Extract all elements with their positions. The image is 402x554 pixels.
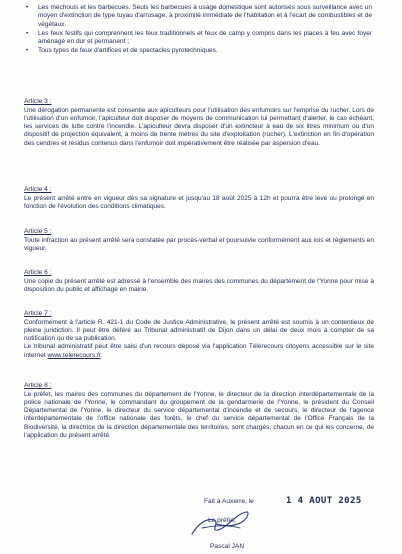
bullet-text: Les feux festifs qui comprennent les feux traditionnels et feux de camp y compris dans les places à feu avec foyer aménagé en dur et permanent ; <box>38 29 372 45</box>
telerecours-link[interactable]: www.telerecours.fr <box>47 351 101 359</box>
bullet-text: Tous types de feux d'artifices et de spectacles pyrotechniques. <box>38 46 218 54</box>
article-title: Article 4 : <box>24 186 52 193</box>
article-paragraph <box>24 343 374 360</box>
article-body <box>24 107 374 148</box>
article-body <box>24 391 374 441</box>
article-paragraph: Une dérogation permanente est consentie aux apiculteurs pour l'utilisation des enfumoirs sur l'emprise du rucher. Lors de l'utilisation d'un enfumoir, l'apiculteur doit disposer de moyens de communication lui permettant d'alerter, le cas échéant, les services de lutte contre l'incendie. L'apiculteur devra disposer d'un extincteur à eau de six litres minimum ou d'un dispositif de projection équivalent, à moins de trente mètres du site d'exploitation (rucher). L'extinction en fin d'opération des cendres et résidus contenus dans l'enfumoir doit impérativement être réalisée par aspersion d'eau. <box>24 106 374 147</box>
article-3 <box>24 98 374 148</box>
bullet-text: Les méchouis et les barbecues. Seuls les barbecues à usage domestique sont autorisés sous surveillance avec un moyen d'extinction de type tuyau d'arrosage, à proximité immédiate de l'habitation et à l'écart de combustibles et de végétaux. <box>38 4 372 28</box>
bullet-item <box>24 47 372 55</box>
article-body <box>24 319 374 360</box>
article-paragraph: Conformément à l'article R. 421-1 du Code de Justice Administrative, le présent arrêté est soumis à un contentieux de pleine juridiction. Il peut être déféré au Tribunal administratif de Dijon dans un délai de deux mois à compter de sa notification ou de sa publication. <box>24 318 374 343</box>
bullet-item <box>24 30 372 47</box>
signature-place: Fait à Auxerre, le <box>204 498 254 505</box>
article-body <box>24 195 374 212</box>
article-5 <box>24 228 374 253</box>
article-title: Article 5 : <box>24 228 52 235</box>
article-body <box>24 278 374 295</box>
bullet-dot-icon: • <box>26 46 29 54</box>
article-paragraph: Le préfet, les maires des communes du département de l'Yonne, le directeur de la direction interdépartementale de la police nationale de l'Yonne, le commandant du groupement de la gendarmerie de l'Yonne, le président du Conseil Départemental de l'Yonne, le directeur du service départemental d'incendie et de secours, le directeur de l'agence interdépartementale de l'office nationale des forêts, le chef du service départemental de l'Office Français de la Biodiversité, la directrice de la direction départementale des territoires, sont chargés, chacun en ce qui les concerne, de l'application du présent arrêté. <box>24 390 374 439</box>
article-title: Article 3 : <box>24 98 52 105</box>
signature-role: Le préfet, <box>208 517 236 524</box>
article-paragraph: Une copie du présent arrêté est adressé à l'ensemble des maires des communes du département de l'Yonne pour mise à disposition du public et affichage en mairie. <box>24 277 374 293</box>
article-title: Article 7 : <box>24 310 52 317</box>
article-4 <box>24 186 374 211</box>
bullet-list <box>24 4 372 55</box>
period-text: . <box>100 351 103 359</box>
bullet-dot-icon: • <box>26 29 29 37</box>
article-title: Article 6 : <box>24 269 52 276</box>
article-paragraph: Le présent arrêté entre en vigueur dès sa signature et jusqu'au 18 août 2025 à 12h et pourra être levé ou prolongé en fonction de l'évolution des conditions climatiques. <box>24 194 374 210</box>
telerecours-text: Le tribunal administratif peut être saisi d'un recours déposé via l'application Télérecours citoyens accessible sur le site internet <box>24 343 374 359</box>
signatory-name: Pascal JAN <box>210 543 245 550</box>
article-6 <box>24 269 374 294</box>
bullet-dot-icon: • <box>26 4 29 11</box>
article-title: Article 8 : <box>24 382 52 389</box>
date-stamp: 1 4 AOUT 2025 <box>286 496 362 506</box>
article-7 <box>24 310 374 360</box>
article-paragraph: Toute infraction au présent arrêté sera constatée par procès-verbal et poursuivie conformément aux lois et règlements en vigueur. <box>24 236 374 252</box>
bullet-item <box>24 4 372 29</box>
article-body <box>24 237 374 254</box>
article-8 <box>24 382 374 440</box>
handwritten-signature-icon <box>188 504 254 538</box>
